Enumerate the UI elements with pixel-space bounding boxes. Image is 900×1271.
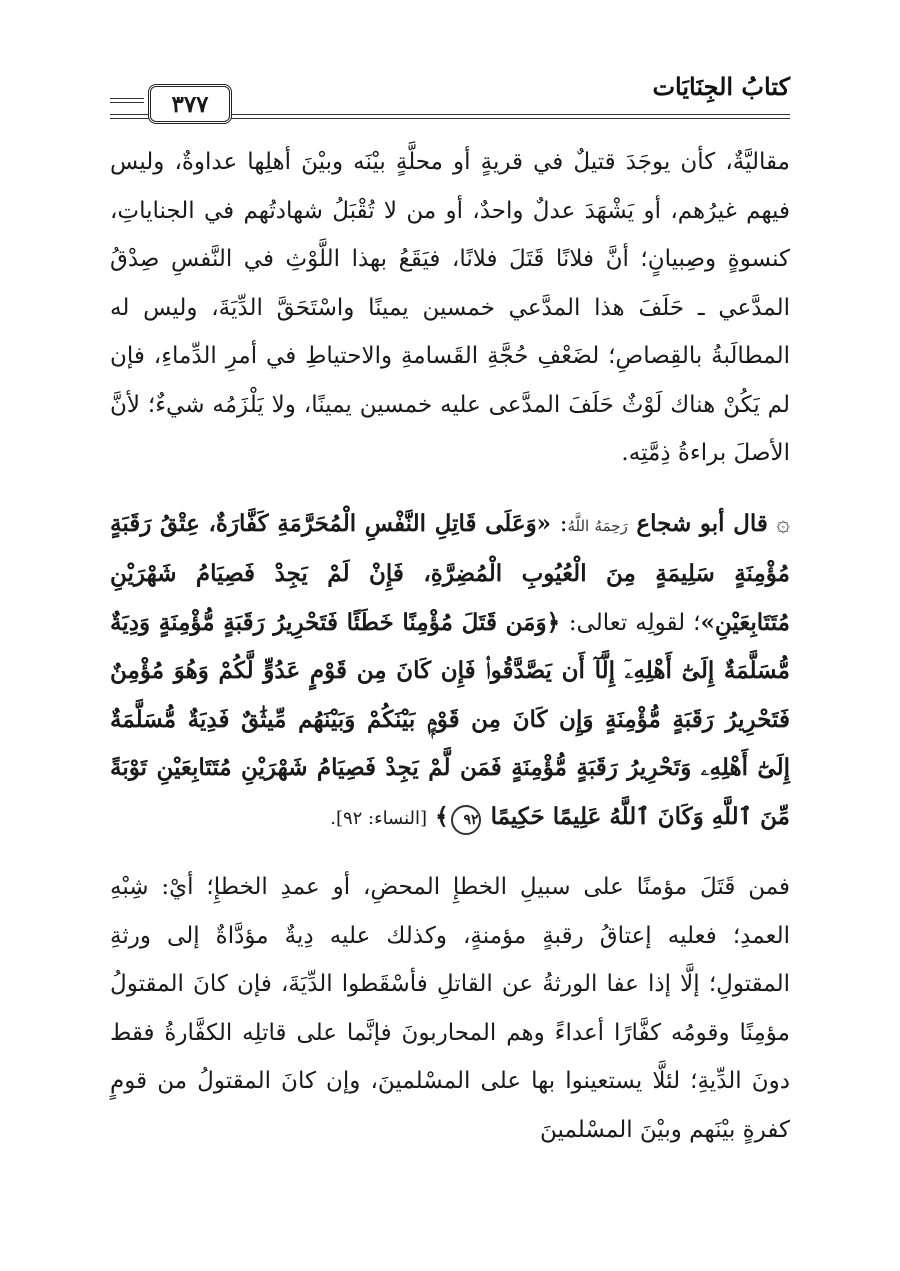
- ornament-icon: ۞: [776, 510, 790, 537]
- paragraph-commentary-1: مقاليَّةٌ، كأن يوجَدَ قتيلٌ في قريةٍ أو محلَّةٍ بيْنَه وبيْنَ أهلِها عداوةٌ، وليس فيهم غيرُهم، أو يَشْهَدَ عدلٌ واحدٌ، أو من لا تُقْبَلُ شهادتُهم في الجناياتِ، كنسوةٍ وصِبيانٍ؛ أنَّ فلانًا قَتَلَ فلانًا، فيَقَعُ بهذا اللَّوْثِ في النَّفسِ صِدْقُ المدَّعي ـ حَلَفَ هذا المدَّعي خمسين يمينًا واسْتَحَقَّ الدِّيَةَ، وليس له المطالَبةُ بالقِصاصِ؛ لضَعْفِ حُجَّةِ القَسامةِ والاحتياطِ في أمرِ الدِّماءِ، فإن لم يَكُنْ هناك لَوْثٌ حَلَفَ المدَّعى عليه خمسين يمينًا، ولا يَلْزَمُه شيءٌ؛ لأنَّ الأصلَ براءةُ ذِمَّتِه.: [110, 149, 790, 466]
- header-rule-left: [110, 98, 144, 99]
- page-number-frame: [148, 84, 232, 124]
- quran-reference: [النساء: ٩٢].: [330, 807, 428, 829]
- quran-verse: وَمَن قَتَلَ مُؤْمِنًا خَطَئًا فَتَحْرِيرُ رَقَبَةٍ مُّؤْمِنَةٍ وَدِيَةٌ مُّسَلَّمَةٌ إِلَىٰٓ أَهْلِهِۦٓ إِلَّآ أَن يَصَّدَّقُوا۟ فَإِن كَانَ مِن قَوْمٍ عَدُوٍّ لَّكُمْ وَهُوَ مُؤْمِنٌ فَتَحْرِيرُ رَقَبَةٍ مُّؤْمِنَةٍ وَإِن كَانَ مِن قَوْمٍۭ بَيْنَكُمْ وَبَيْنَهُم مِّيثَٰقٌ فَدِيَةٌ مُّسَلَّمَةٌ إِلَىٰٓ أَهْلِهِۦ وَتَحْرِيرُ رَقَبَةٍ مُّؤْمِنَةٍ فَمَن لَّمْ يَجِدْ فَصِيَامُ شَهْرَيْنِ مُتَتَابِعَيْنِ تَوْبَةً مِّنَ ٱللَّهِ وَكَانَ ٱللَّهُ عَلِيمًا حَكِيمًا: [110, 608, 790, 830]
- paragraph-commentary-2: فمن قَتَلَ مؤمنًا على سبيلِ الخطإِ المحضِ، أو عمدِ الخطإِ؛ أيْ: شِبْهِ العمدِ؛ فعليه إعتاقُ رقبةٍ مؤمنةٍ، وكذلك عليه دِيةٌ مؤدَّاةٌ إلى ورثةِ المقتولِ؛ إلَّا إذا عفا الورثةُ عن القاتلِ فأسْقَطوا الدِّيَةَ، فإن كانَ المقتولُ مؤمِنًا وقومُه كفَّارًا أعداءً وهم المحاربونَ فإنَّما على قاتلِه الكفَّارةُ فقط دونَ الدِّيةِ؛ لئلَّا يستعينوا بها على المسْلمينَ، وإن كانَ المقتولُ من قومٍ كفرةٍ بيْنَهم وبيْنَ المسْلمينَ: [110, 874, 790, 1143]
- running-title: كتابُ الجِنَايَات: [652, 72, 790, 101]
- quran-close-bracket: ﴾: [435, 802, 449, 830]
- header-rule-left: [110, 102, 144, 103]
- author-name: قال أبو شجاع: [636, 509, 768, 537]
- colon: :: [559, 510, 568, 537]
- honorific: رَحِمَهُ اللَّهُ: [567, 516, 628, 535]
- page-header: [110, 70, 790, 126]
- matn-text: «وَعَلَى قَاتِلِ النَّفْسِ الْمُحَرَّمَةِ كَفَّارَةٌ، عِتْقُ رَقَبَةٍ مُؤْمِنَةٍ سَلِيمَةٍ مِنَ الْعُيُوبِ الْمُضِرَّةِ، فَإِنْ لَمْ يَجِدْ فَصِيَامُ شَهْرَيْنِ مُتَتَابِعَيْنِ»: [110, 509, 790, 636]
- page-number: ٣٧٧: [171, 90, 209, 118]
- aya-number-marker: ٩٢: [451, 805, 481, 835]
- quran-lead: ؛ لقولِه تعالى:: [568, 609, 701, 636]
- quran-open-bracket: ﴿: [546, 608, 561, 636]
- page-body: [110, 138, 790, 1154]
- paragraph-matn: [110, 500, 790, 844]
